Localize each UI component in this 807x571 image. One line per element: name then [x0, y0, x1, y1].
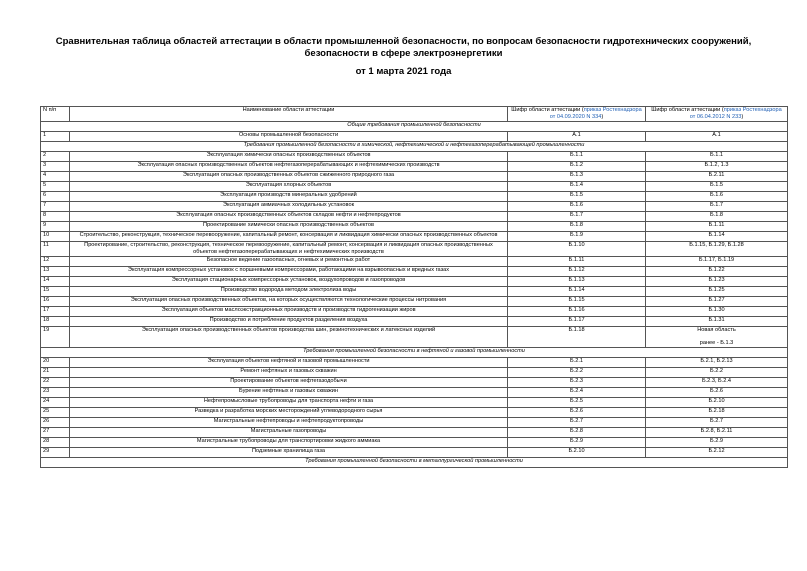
row-name: Эксплуатация опасных производственных объектов нефтегазоперерабатывающих и нефтехимических производств — [70, 162, 508, 172]
row-name: Проектирование объектов нефтегазодобычи — [70, 378, 508, 388]
section-row — [41, 348, 788, 358]
row-code-new: Б.1.3 — [508, 172, 646, 182]
row-num: 10 — [41, 232, 70, 242]
order-233-link[interactable]: приказ Ростехнадзора от 06.04.2012 N 233 — [689, 107, 782, 120]
order-334-link[interactable]: приказ Ростехнадзора от 04.09.2020 N 334 — [549, 107, 642, 120]
document-date: от 1 марта 2021 года — [355, 66, 452, 77]
row-code-old: Б.2.11 — [646, 172, 788, 182]
row-code-old: Б.1.2, 1.3 — [646, 162, 788, 172]
row-code-new: Б.1.6 — [508, 202, 646, 212]
row-name: Эксплуатация объектов маслоэкстракционных производств и производств гидрогенизации жиров — [70, 307, 508, 317]
row-code-new: Б.1.1 — [508, 152, 646, 162]
row-num: 29 — [41, 448, 70, 458]
row-code-new: Б.2.6 — [508, 408, 646, 418]
row-code-new: Б.1.15 — [508, 297, 646, 307]
row-code-old: Б.2.10 — [646, 398, 788, 408]
row-code-new: Б.1.16 — [508, 307, 646, 317]
row-num: 7 — [41, 202, 70, 212]
row-name: Эксплуатация опасных производственных объектов производства шин, резинотехнических и латексных изделий — [70, 327, 508, 348]
table-row — [41, 222, 788, 232]
row-num: 3 — [41, 162, 70, 172]
row-num: 22 — [41, 378, 70, 388]
row-name: Магистральные газопроводы — [70, 428, 508, 438]
row-num: 16 — [41, 297, 70, 307]
table-row — [41, 267, 788, 277]
row-num: 15 — [41, 287, 70, 297]
table-row — [41, 317, 788, 327]
row-num: 5 — [41, 182, 70, 192]
row-name: Основы промышленной безопасности — [70, 132, 508, 142]
row-code-new: Б.1.17 — [508, 317, 646, 327]
row-code-old: Б.1.15, Б.1.29, Б.1.28 — [646, 242, 788, 257]
row-code-old: Б.1.30 — [646, 307, 788, 317]
row-name: Магистральные трубопроводы для транспортировки жидкого аммиака — [70, 438, 508, 448]
header-code-new-prefix: Шифр области аттестации ( — [511, 107, 584, 113]
row-code-new: Б.1.7 — [508, 212, 646, 222]
row-name: Эксплуатация химически опасных производственных объектов — [70, 152, 508, 162]
row-code-new: Б.2.9 — [508, 438, 646, 448]
header-name: Наименование области аттестации — [70, 107, 508, 122]
row-num: 1 — [41, 132, 70, 142]
row-code-new: Б.1.9 — [508, 232, 646, 242]
row-num: 25 — [41, 408, 70, 418]
table-row — [41, 132, 788, 142]
row-code-new: Б.1.13 — [508, 277, 646, 287]
row-code-old: Б.2.3, Б.2.4 — [646, 378, 788, 388]
row-num: 14 — [41, 277, 70, 287]
section-row — [41, 122, 788, 132]
row-num: 6 — [41, 192, 70, 202]
table-row — [41, 448, 788, 458]
table-row — [41, 172, 788, 182]
row-code-old: Б.1.17, Б.1.19 — [646, 257, 788, 267]
row-name: Ремонт нефтяных и газовых скважин — [70, 368, 508, 378]
table-row — [41, 277, 788, 287]
row-name: Эксплуатация опасных производственных объектов, на которых осуществляются технологические процессы нитрования — [70, 297, 508, 307]
row-code-old: Б.1.25 — [646, 287, 788, 297]
row-name: Эксплуатация стационарных компрессорных установок, воздухопроводов и газопроводов — [70, 277, 508, 287]
row-code-old: Б.1.5 — [646, 182, 788, 192]
section-title: Общие требования промышленной безопасности — [41, 122, 788, 132]
table-row — [41, 182, 788, 192]
row-num: 9 — [41, 222, 70, 232]
section-title: Требования промышленной безопасности в химической, нефтехимической и нефтегазоперерабатывающей промышленности — [41, 142, 788, 152]
row-name: Эксплуатация аммиачных холодильных установок — [70, 202, 508, 212]
header-code-old-suffix: ) — [741, 114, 744, 120]
table-row — [41, 232, 788, 242]
row-num: 17 — [41, 307, 70, 317]
section-title: Требования промышленной безопасности в нефтяной и газовой промышленности — [41, 348, 788, 358]
table-row — [41, 257, 788, 267]
row-name: Проектирование, строительство, реконструкция, техническое перевооружение, капитальный ремонт, консервация и ликвидация опасных производственных объектов нефтегазоперерабатывающих и нефтехимических производств — [70, 242, 508, 257]
row-code-new: Б.2.1 — [508, 358, 646, 368]
row-name: Безопасное ведение газоопасных, огневых и ремонтных работ — [70, 257, 508, 267]
table-row — [41, 398, 788, 408]
section-title: Требования промышленной безопасности в металлургической промышленности — [41, 458, 788, 468]
row-name: Магистральные нефтепроводы и нефтепродуктопроводы — [70, 418, 508, 428]
table-row — [41, 297, 788, 307]
row-code-old — [646, 327, 788, 348]
row-num: 27 — [41, 428, 70, 438]
row-num: 24 — [41, 398, 70, 408]
row-num: 12 — [41, 257, 70, 267]
row-code-new: Б.2.10 — [508, 448, 646, 458]
row-num: 8 — [41, 212, 70, 222]
document-title: Сравнительная таблица областей аттестации в области промышленной безопасности, по вопросам безопасности гидротехнических сооружений, безопасности в сфере электроэнергетики — [55, 36, 752, 59]
row-num: 19 — [41, 327, 70, 348]
header-code-old — [646, 107, 788, 122]
row-code-old: Б.1.7 — [646, 202, 788, 212]
row-code-old: Б.1.11 — [646, 222, 788, 232]
row-code-old: Б.2.8, Б.2.11 — [646, 428, 788, 438]
row-code-old: Б.2.1, Б.2.13 — [646, 358, 788, 368]
row-name: Эксплуатация производств минеральных удобрений — [70, 192, 508, 202]
header-code-old-prefix: Шифр области аттестации ( — [651, 107, 724, 113]
table-row — [41, 408, 788, 418]
row-code-new: Б.2.2 — [508, 368, 646, 378]
row-code-old: Б.1.14 — [646, 232, 788, 242]
row-code-old: Б.1.22 — [646, 267, 788, 277]
row-code-old: А.1 — [646, 132, 788, 142]
row-code-old-line1: Новая область — [697, 327, 736, 333]
table-row — [41, 327, 788, 348]
table-row — [41, 162, 788, 172]
row-num: 28 — [41, 438, 70, 448]
row-code-old: Б.2.6 — [646, 388, 788, 398]
row-name: Эксплуатация объектов нефтяной и газовой промышленности — [70, 358, 508, 368]
row-code-old: Б.1.1 — [646, 152, 788, 162]
table-row — [41, 418, 788, 428]
attestation-table — [40, 106, 788, 468]
row-code-new: Б.2.3 — [508, 378, 646, 388]
row-code-old: Б.2.7 — [646, 418, 788, 428]
row-num: 18 — [41, 317, 70, 327]
row-code-new: Б.2.8 — [508, 428, 646, 438]
row-name: Эксплуатация компрессорных установок с поршневыми компрессорами, работающими на взрывоопасных и вредных газах — [70, 267, 508, 277]
row-name: Проектирование химически опасных производственных объектов — [70, 222, 508, 232]
section-row — [41, 142, 788, 152]
table-row — [41, 378, 788, 388]
row-code-old: Б.2.2 — [646, 368, 788, 378]
table-row — [41, 307, 788, 317]
table-row — [41, 358, 788, 368]
header-code-new-suffix: ) — [601, 114, 604, 120]
row-code-old: Б.1.27 — [646, 297, 788, 307]
row-num: 23 — [41, 388, 70, 398]
row-code-new: Б.2.4 — [508, 388, 646, 398]
row-code-new: Б.1.2 — [508, 162, 646, 172]
row-code-old: Б.1.23 — [646, 277, 788, 287]
row-name: Эксплуатация опасных производственных объектов сжиженного природного газа — [70, 172, 508, 182]
row-name: Эксплуатация опасных производственных объектов складов нефти и нефтепродуктов — [70, 212, 508, 222]
row-code-new: Б.1.5 — [508, 192, 646, 202]
table-row — [41, 212, 788, 222]
row-num: 2 — [41, 152, 70, 162]
row-num: 21 — [41, 368, 70, 378]
row-name: Производство и потребление продуктов разделения воздуха — [70, 317, 508, 327]
section-row — [41, 458, 788, 468]
table-header-row — [41, 107, 788, 122]
row-name: Строительство, реконструкция, техническое перевооружение, капитальный ремонт, консервация и ликвидация химически опасных производственных объектов — [70, 232, 508, 242]
header-num: N п/п — [41, 107, 70, 122]
row-name: Эксплуатация хлорных объектов — [70, 182, 508, 192]
row-code-old: Б.2.18 — [646, 408, 788, 418]
row-code-old: Б.1.8 — [646, 212, 788, 222]
row-code-new: Б.1.10 — [508, 242, 646, 257]
row-code-new: Б.1.4 — [508, 182, 646, 192]
row-name: Подземные хранилища газа — [70, 448, 508, 458]
row-code-old: Б.1.6 — [646, 192, 788, 202]
table-row — [41, 242, 788, 257]
row-num: 11 — [41, 242, 70, 257]
row-name: Нефтепромысловые трубопроводы для транспорта нефти и газа — [70, 398, 508, 408]
row-name: Бурение нефтяных и газовых скважин — [70, 388, 508, 398]
table-row — [41, 202, 788, 212]
header-code-new — [508, 107, 646, 122]
row-num: 26 — [41, 418, 70, 428]
table-row — [41, 388, 788, 398]
table-row — [41, 152, 788, 162]
row-code-new: Б.1.18 — [508, 327, 646, 348]
row-num: 20 — [41, 358, 70, 368]
row-code-old: Б.2.9 — [646, 438, 788, 448]
table-row — [41, 428, 788, 438]
row-code-new: Б.2.7 — [508, 418, 646, 428]
row-name: Разведка и разработка морских месторождений углеводородного сырья — [70, 408, 508, 418]
row-num: 4 — [41, 172, 70, 182]
row-code-new: Б.1.11 — [508, 257, 646, 267]
table-row — [41, 192, 788, 202]
table-row — [41, 438, 788, 448]
row-code-new: Б.1.14 — [508, 287, 646, 297]
row-code-new: Б.1.12 — [508, 267, 646, 277]
row-code-new: Б.1.8 — [508, 222, 646, 232]
row-name: Производство водорода методом электролиза воды — [70, 287, 508, 297]
row-num: 13 — [41, 267, 70, 277]
row-code-old: Б.2.12 — [646, 448, 788, 458]
row-code-old: Б.1.31 — [646, 317, 788, 327]
row-code-new: А.1 — [508, 132, 646, 142]
table-row — [41, 287, 788, 297]
row-code-new: Б.2.5 — [508, 398, 646, 408]
row-code-old-line2: ранее - Б.1.3 — [699, 340, 734, 346]
table-row — [41, 368, 788, 378]
